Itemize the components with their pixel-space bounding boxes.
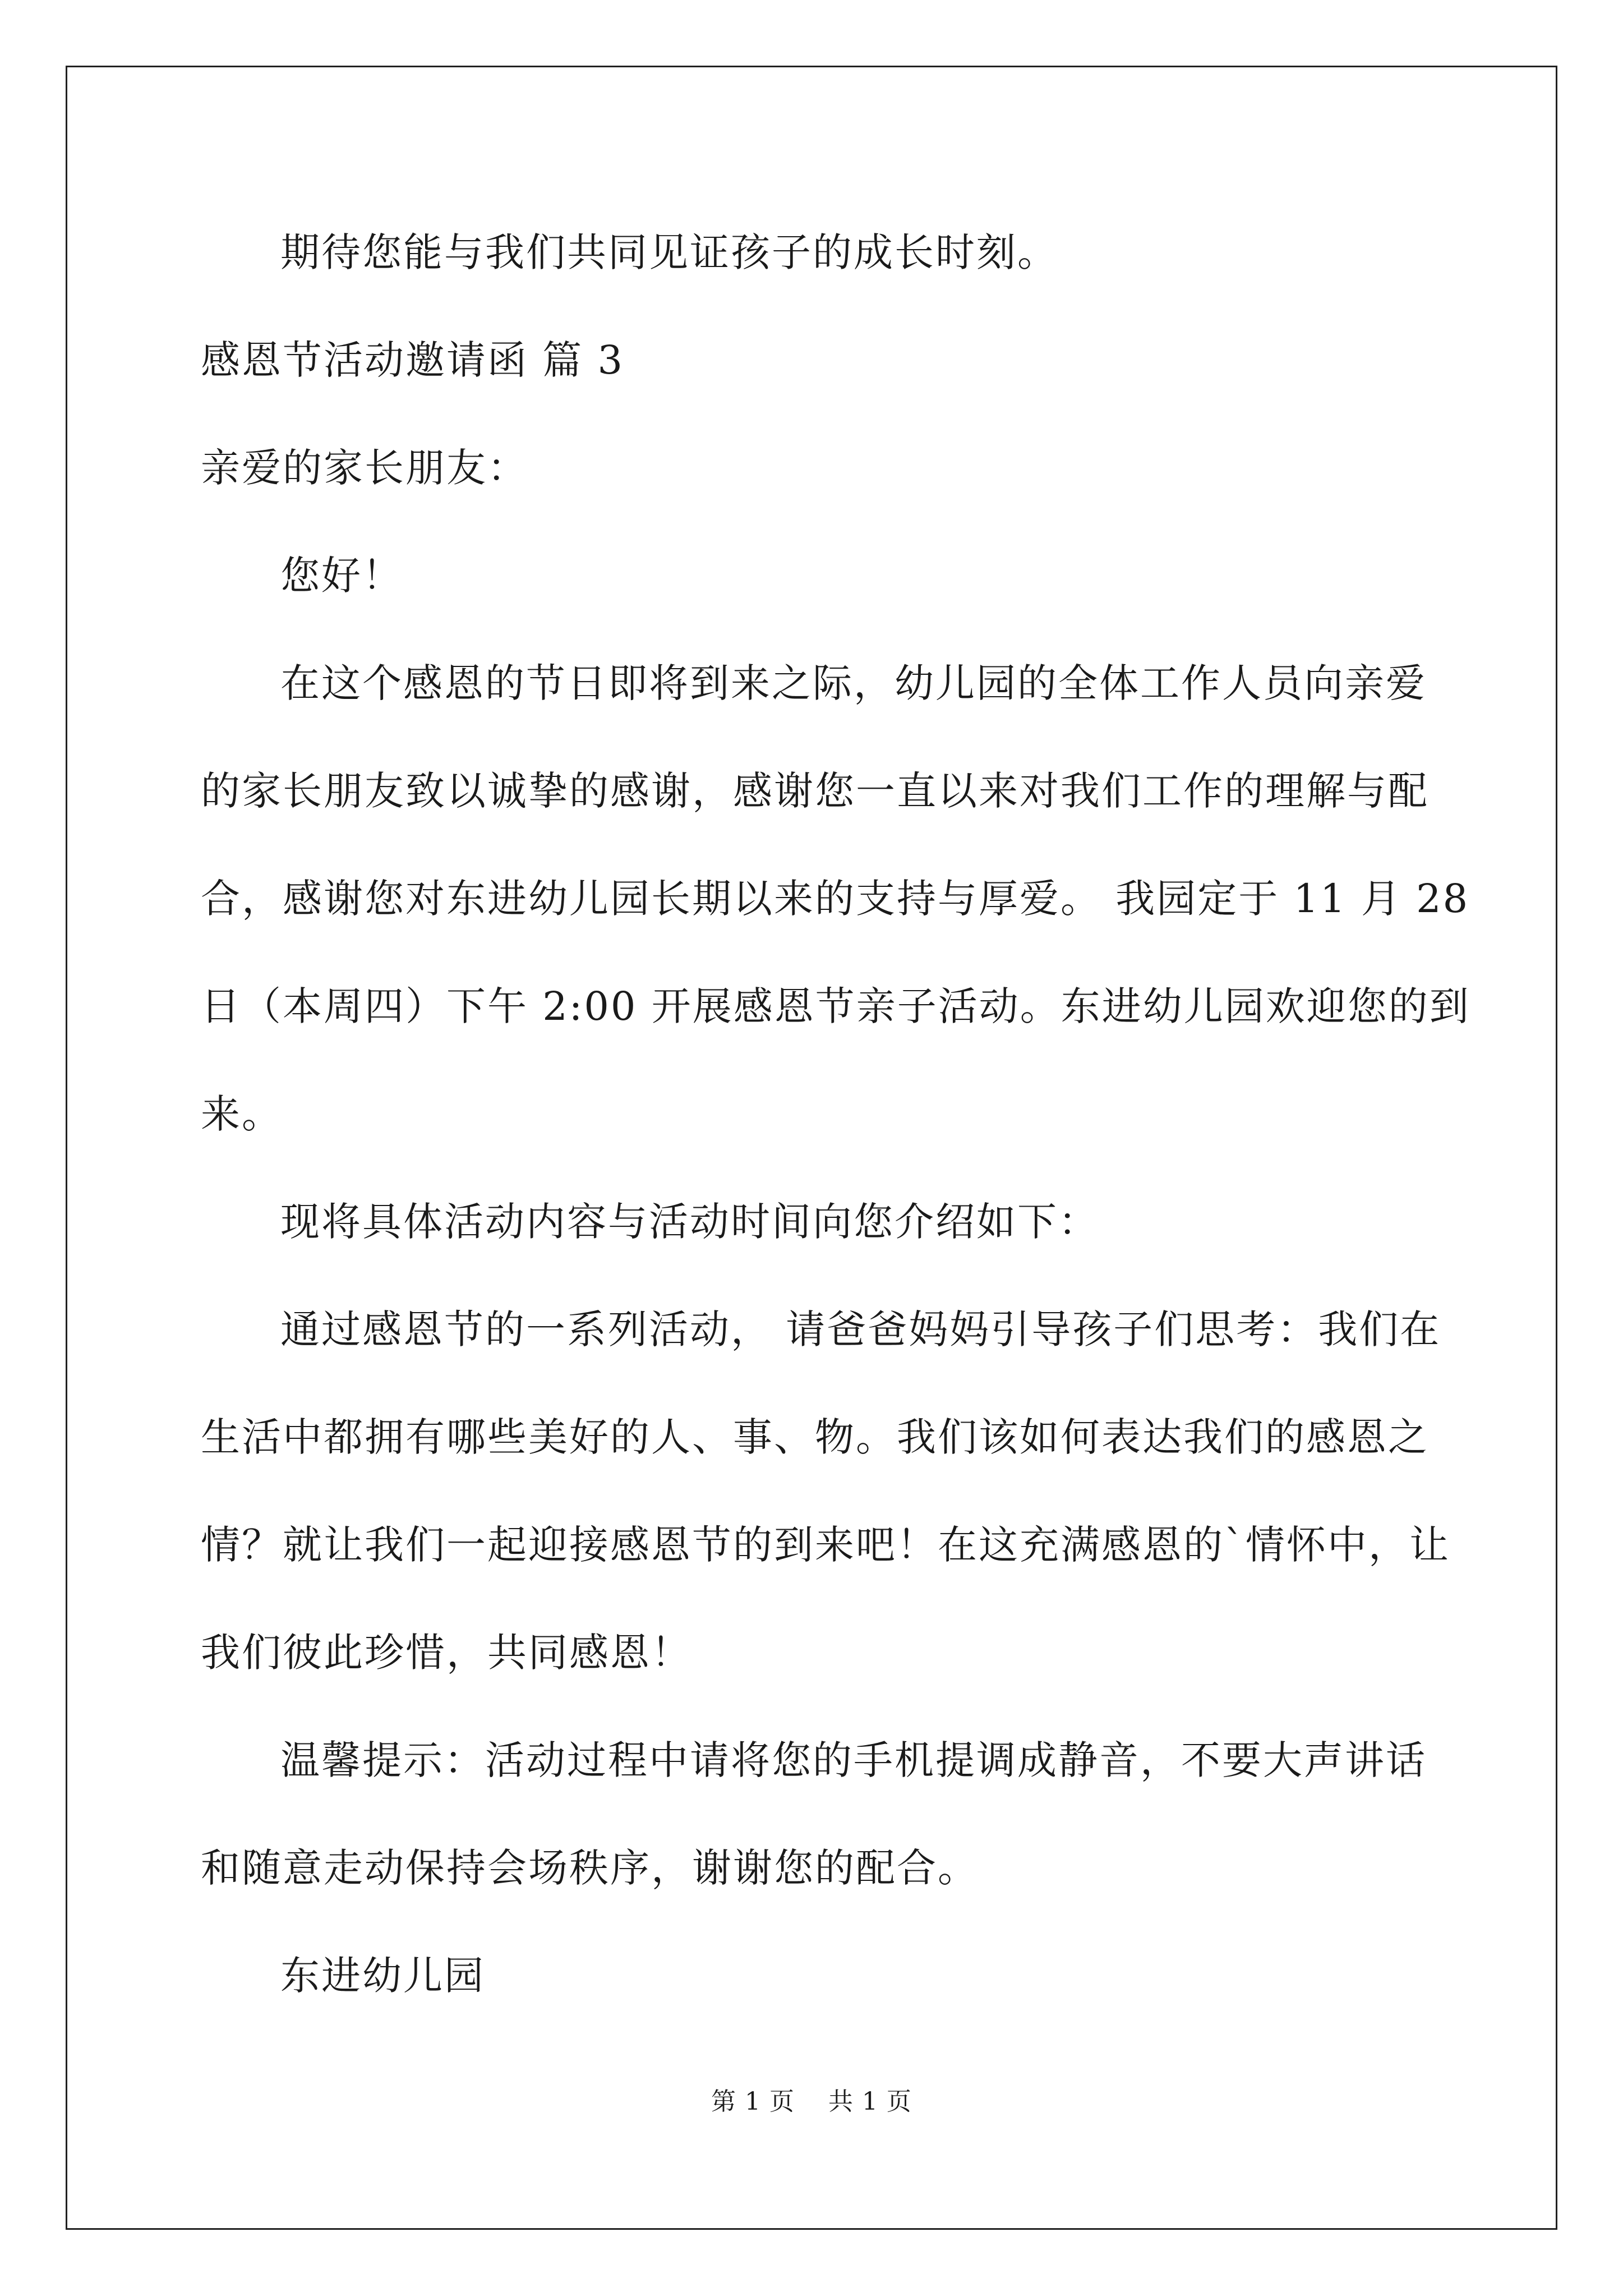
document-body bbox=[201, 224, 1470, 2004]
salutation: 亲爱的家长朋友： bbox=[201, 445, 528, 491]
paragraph-line: 合，感谢您对东进幼儿园长期以来的支持与厚爱。 我园定于 11 月 28 bbox=[201, 876, 1470, 922]
paragraph-invitation bbox=[201, 655, 1470, 1142]
section-heading: 感恩节活动邀请函 篇 3 bbox=[201, 337, 625, 383]
paragraph-line: 通过感恩节的一系列活动， 请爸爸妈妈引导孩子们思考：我们在 bbox=[280, 1306, 1441, 1352]
page-total: 共 1 页 bbox=[828, 2087, 912, 2116]
paragraph-activities bbox=[201, 1301, 1450, 1681]
page-number: 第 1 页 bbox=[711, 2087, 795, 2116]
paragraph-line: 生活中都拥有哪些美好的人、事、物。我们该如何表达我们的感恩之 bbox=[201, 1414, 1429, 1460]
closing-line: 期待您能与我们共同见证孩子的成长时刻。 bbox=[280, 229, 1058, 275]
paragraph-line: 和随意走动保持会场秩序，谢谢您的配合。 bbox=[201, 1845, 979, 1891]
paragraph-line: 温馨提示：活动过程中请将您的手机提调成静音，不要大声讲话 bbox=[280, 1737, 1427, 1783]
paragraph-line: 情？就让我们一起迎接感恩节的到来吧！在这充满感恩的`情怀中，让 bbox=[201, 1522, 1450, 1568]
paragraph-intro: 现将具体活动内容与活动时间向您介绍如下： bbox=[280, 1199, 1099, 1245]
greeting: 您好！ bbox=[280, 553, 403, 599]
paragraph-line: 在这个感恩的节日即将到来之际，幼儿园的全体工作人员向亲爱 bbox=[280, 660, 1427, 706]
paragraph-reminder bbox=[201, 1732, 1435, 1896]
paragraph-line: 来。 bbox=[201, 1091, 283, 1137]
signature: 东进幼儿园 bbox=[280, 1953, 485, 1999]
page-footer bbox=[0, 2085, 1623, 2119]
paragraph-line: 日（本周四）下午 2:00 开展感恩节亲子活动。东进幼儿园欢迎您的到 bbox=[201, 983, 1470, 1029]
paragraph-line: 的家长朋友致以诚挚的感谢，感谢您一直以来对我们工作的理解与配 bbox=[201, 768, 1429, 814]
paragraph-line: 我们彼此珍惜，共同感恩！ bbox=[201, 1630, 692, 1676]
